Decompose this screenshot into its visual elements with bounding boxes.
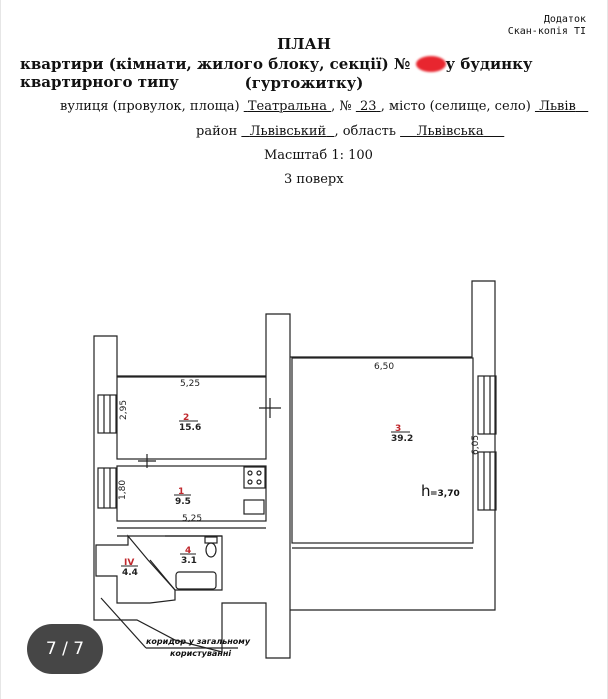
- room4-number: 4: [185, 546, 192, 556]
- ceiling-height-symbol: h: [421, 482, 431, 500]
- room4-area: 3.1: [181, 556, 197, 566]
- dim-room2-height: 2,95: [119, 399, 129, 420]
- title-line-2: (гуртожитку): [244, 74, 364, 92]
- roomIV-number: IV: [124, 558, 135, 568]
- district-line: район Львівський , область Львівська: [196, 124, 484, 139]
- room1-number: 1: [178, 487, 185, 497]
- title-line-1a: квартири (кімнати, жилого блоку, секції) №: [20, 55, 411, 73]
- page-counter: 7 / 7: [27, 624, 103, 674]
- num-value: 23: [360, 99, 377, 114]
- street-value: Театральна: [247, 99, 327, 114]
- room3-area: 39.2: [391, 434, 414, 444]
- city-value: Львів: [539, 99, 576, 114]
- num-label: №: [339, 99, 352, 114]
- room2-number: 2: [183, 413, 190, 423]
- room2-area: 15.6: [179, 423, 202, 433]
- scan-copy-label: Скан-копія ТІ: [507, 26, 586, 37]
- dim-room2-width: 5,25: [180, 379, 201, 389]
- corridor-label-1: коридор у загальному: [146, 637, 251, 646]
- floor-label: 3 поверх: [284, 172, 344, 187]
- ceiling-height-value: =3,70: [430, 489, 460, 499]
- scale-label: Масштаб 1: 100: [264, 148, 373, 163]
- city-label: місто (селище, село): [388, 99, 531, 114]
- room3-number: 3: [395, 424, 402, 434]
- roomIV-area: 4.4: [122, 568, 138, 578]
- district-label: район: [196, 124, 238, 139]
- region-label: область: [342, 124, 396, 139]
- dim-room1-height: 1,80: [118, 479, 128, 500]
- street-line: вулиця (провулок, площа) Театральна , № 23 , місто (селище, село) Львів: [60, 99, 576, 114]
- page-title: ПЛАН: [277, 35, 331, 53]
- title-line-1b: у будинку квартирного типу: [20, 55, 533, 91]
- dim-room3-width: 6,50: [374, 362, 395, 372]
- corridor-label-2: користуванні: [170, 649, 232, 658]
- room1-area: 9.5: [175, 497, 191, 507]
- region-value: Львівська: [416, 124, 484, 139]
- dim-room3-height: 6,05: [471, 434, 481, 455]
- street-label: вулиця (провулок, площа): [60, 99, 240, 114]
- district-value: Львівський: [249, 124, 327, 139]
- attachment-label: Додаток: [543, 14, 586, 25]
- dim-room1-width: 5,25: [182, 514, 203, 524]
